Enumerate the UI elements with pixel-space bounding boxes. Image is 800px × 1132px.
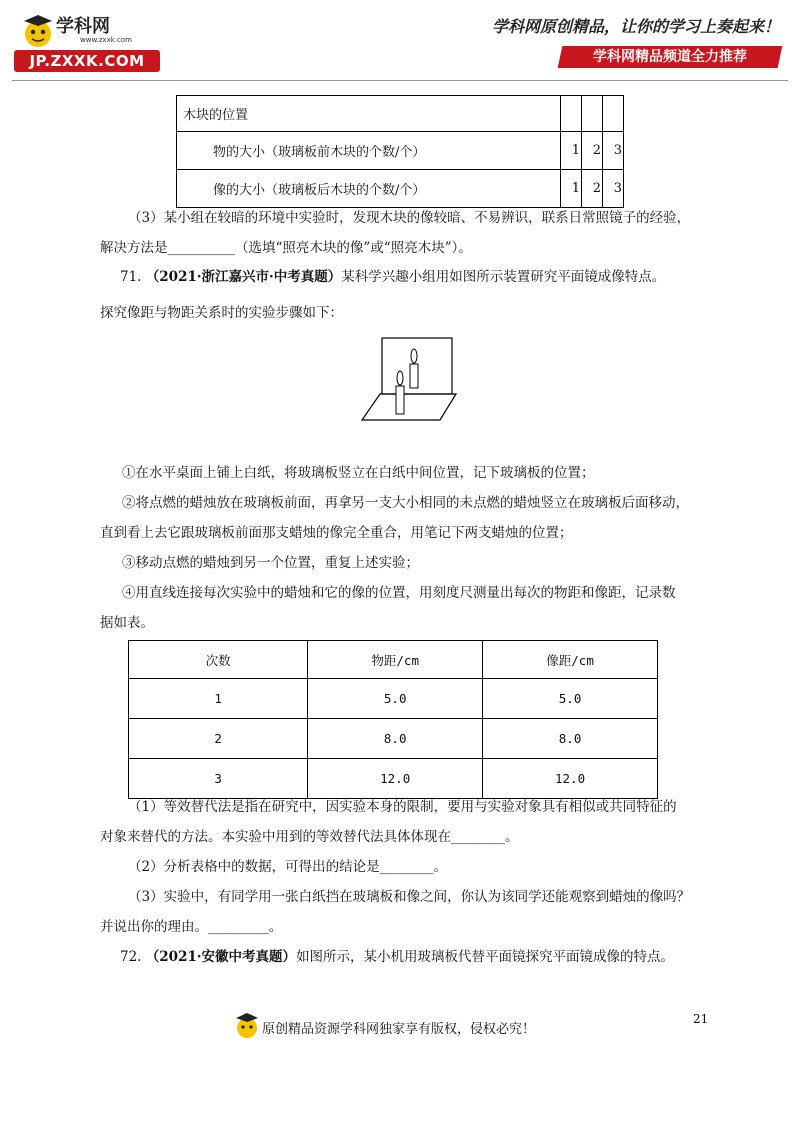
- q71-step: ①在水平桌面上铺上白纸，将玻璃板竖立在白纸中间位置，记下玻璃板的位置；: [122, 465, 595, 481]
- q71-question: （2）分析表格中的数据，可得出的结论是________。: [128, 859, 448, 875]
- q71-step: ③移动点燃的蜡烛到另一个位置，重复上述实验；: [122, 555, 419, 571]
- q72-text: 如图所示，某小机用玻璃板代替平面镜探究平面镜成像的特点。: [296, 949, 675, 965]
- mascot-icon: [234, 1010, 260, 1040]
- table-cell: 2: [582, 170, 603, 208]
- logo-url: www.zxxk.com: [80, 36, 132, 44]
- q71-question: 对象来替代的方法。本实验中用到的等效替代法具体体现在________。: [100, 829, 519, 845]
- q70-3-line1: （3）某小组在较暗的环境中实验时，发现木块的像较暗、不易辨识，联系日常照镜子的经验，: [128, 210, 691, 226]
- recommend-text: 学科网精品频道全力推荐: [593, 49, 747, 65]
- table-cell: 2: [582, 132, 603, 170]
- table1-row-label: 物的大小（玻璃板前木块的个数/个）: [177, 132, 561, 170]
- table-row: [129, 719, 658, 759]
- q71-step: ④用直线连接每次实验中的蜡烛和它的像的位置，用刻度尺测量出每次的物距和像距，记录数: [122, 585, 676, 601]
- q71-intro: [120, 267, 720, 287]
- q72-number: 72.: [120, 949, 142, 965]
- q72-intro: [120, 947, 720, 967]
- q71-question: 并说出你的理由。_________。: [100, 919, 283, 935]
- table-header: 物距/cm: [308, 641, 483, 679]
- q71-source: （2021·浙江嘉兴市·中考真题）: [145, 269, 342, 285]
- mirror-candle-figure: [360, 336, 480, 426]
- q72-source: （2021·安徽中考真题）: [145, 949, 297, 965]
- site-logo: [14, 12, 164, 74]
- table-cell: 8.0: [308, 719, 483, 759]
- q71-step: 直到看上去它跟玻璃板前面那支蜡烛的像完全重合，用笔记下两支蜡烛的位置；: [100, 525, 573, 541]
- table-cell: 5.0: [483, 679, 658, 719]
- recommend-banner: [558, 46, 783, 68]
- table-header: 次数: [129, 641, 308, 679]
- q71-step: 据如表。: [100, 615, 154, 631]
- q71-text: 某科学兴趣小组用如图所示装置研究平面镜成像特点。: [341, 269, 666, 285]
- header-slogan: 学科网原创精品，让你的学习上奏起来！: [491, 17, 780, 36]
- page-number: 21: [693, 1012, 709, 1026]
- table-distance: [128, 640, 658, 799]
- q71-text-b: 探究像距与物距关系时的实验步骤如下：: [100, 305, 343, 321]
- table-cell: 3: [603, 132, 624, 170]
- q71-step: ②将点燃的蜡烛放在玻璃板前面，再拿另一支大小相同的未点燃的蜡烛竖立在玻璃板后面移动，: [122, 495, 689, 511]
- table1-header: 木块的位置: [177, 96, 561, 132]
- table-row: [129, 679, 658, 719]
- table-cell: 12.0: [483, 759, 658, 799]
- logo-name: 学科网: [56, 16, 110, 37]
- table-cell: 1: [561, 132, 582, 170]
- table-header: 像距/cm: [483, 641, 658, 679]
- table-cell: 5.0: [308, 679, 483, 719]
- mascot-icon: [20, 12, 56, 50]
- table-cell: 1: [129, 679, 308, 719]
- q71-number: 71.: [120, 269, 142, 285]
- header-divider: [12, 80, 788, 81]
- q71-question: （1）等效替代法是指在研究中，因实验本身的限制，要用与实验对象具有相似或共同特征的: [128, 799, 677, 815]
- q71-question: （3）实验中，有同学用一张白纸挡在玻璃板和像之间，你认为该同学还能观察到蜡烛的像吗？: [128, 889, 691, 905]
- table-cell: 3: [603, 170, 624, 208]
- copyright-notice: 原创精品资源学科网独家享有版权，侵权必究！: [262, 1022, 536, 1037]
- table-cell: 1: [561, 170, 582, 208]
- table1-row-label: 像的大小（玻璃板后木块的个数/个）: [177, 170, 561, 208]
- table-row: [129, 759, 658, 799]
- q70-3-line2: 解决方法是__________（选填“照亮木块的像”或“照亮木块”）。: [100, 240, 472, 256]
- logo-banner[interactable]: JP.ZXXK.COM: [14, 50, 160, 72]
- table-cell: 8.0: [483, 719, 658, 759]
- table-cell: 3: [129, 759, 308, 799]
- table-cell: 12.0: [308, 759, 483, 799]
- table-wood-blocks: [176, 95, 624, 208]
- table-cell: 2: [129, 719, 308, 759]
